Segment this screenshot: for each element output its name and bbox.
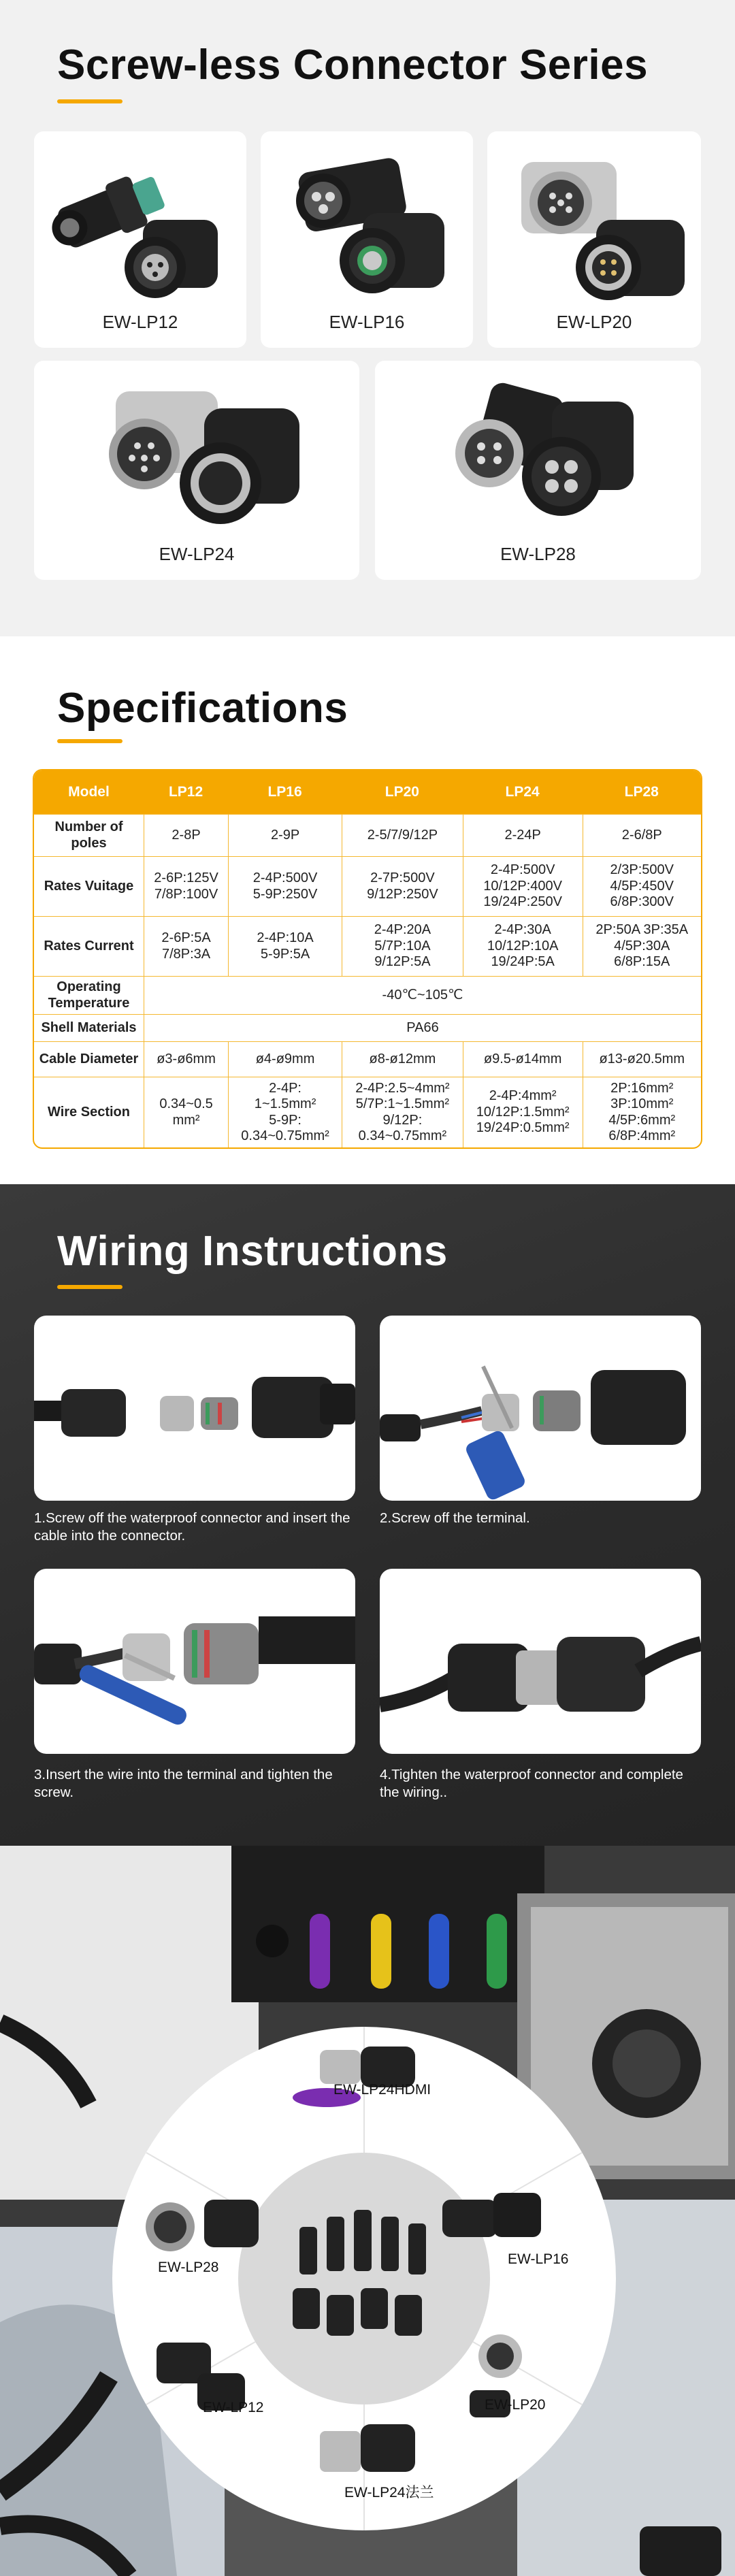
product-name: EW-LP24 bbox=[159, 544, 235, 564]
title-underline bbox=[57, 1285, 122, 1289]
product-name: EW-LP16 bbox=[329, 312, 405, 332]
collage-label-lp24-flange: EW-LP24法兰 bbox=[344, 2485, 434, 2500]
wiring-step-text-4: 4.Tighten the waterproof connector and complete the wiring.. bbox=[380, 1767, 683, 1800]
header-cell: LP24 bbox=[463, 770, 583, 814]
spec-row-label: Rates Vuitage bbox=[34, 856, 144, 916]
spec-table bbox=[33, 769, 702, 1149]
spec-cell: 2-7P:500V 9/12P:250V bbox=[342, 856, 463, 916]
spec-row bbox=[34, 814, 701, 856]
spec-cell: ø4-ø9mm bbox=[228, 1041, 342, 1077]
spec-row bbox=[34, 916, 701, 976]
wiring-step-image-4 bbox=[380, 1569, 701, 1754]
collage-label-lp12: EW-LP12 bbox=[203, 2400, 264, 2415]
spec-cell: 2-8P bbox=[144, 814, 228, 856]
application-collage bbox=[0, 1846, 735, 2576]
spec-header-row bbox=[34, 770, 701, 814]
spec-row-label: Wire Section bbox=[34, 1077, 144, 1147]
header-cell: LP20 bbox=[342, 770, 463, 814]
collage-label-lp20: EW-LP20 bbox=[485, 2397, 546, 2413]
spec-row bbox=[34, 976, 701, 1014]
spec-row bbox=[34, 1077, 701, 1147]
title-underline bbox=[57, 739, 122, 743]
product-card-lp12[interactable] bbox=[34, 131, 246, 348]
header-cell: Model bbox=[34, 770, 144, 814]
spec-cell: PA66 bbox=[144, 1014, 701, 1041]
header-cell: LP12 bbox=[144, 770, 228, 814]
spec-body bbox=[34, 814, 701, 1147]
wiring-step-text-1: 1.Screw off the waterproof connector and insert the cable into the connector. bbox=[34, 1510, 350, 1544]
wiring-step-image-3 bbox=[34, 1569, 355, 1754]
wiring-step-text-3: 3.Insert the wire into the terminal and tighten the screw. bbox=[34, 1767, 333, 1800]
collage-label-lp28: EW-LP28 bbox=[158, 2260, 219, 2275]
spec-cell: 2P:50A 3P:35A 4/5P:30A 6/8P:15A bbox=[583, 916, 701, 976]
products-section bbox=[0, 0, 735, 636]
spec-row-label: Cable Diameter bbox=[34, 1041, 144, 1077]
wiring-step-image-1 bbox=[34, 1316, 355, 1501]
spec-cell: 0.34~0.5 mm² bbox=[144, 1077, 228, 1147]
title-underline bbox=[57, 99, 122, 103]
spec-cell: 2-4P: 1~1.5mm² 5-9P: 0.34~0.75mm² bbox=[228, 1077, 342, 1147]
wiring-section bbox=[0, 1184, 735, 1846]
spec-row-label: Shell Materials bbox=[34, 1014, 144, 1041]
product-card-lp28[interactable] bbox=[375, 361, 701, 580]
spec-cell: 2-4P:20A 5/7P:10A 9/12P:5A bbox=[342, 916, 463, 976]
product-name: EW-LP28 bbox=[500, 544, 576, 564]
product-name: EW-LP12 bbox=[102, 312, 178, 332]
spec-cell: 2-5/7/9/12P bbox=[342, 814, 463, 856]
spec-row-label: Rates Current bbox=[34, 916, 144, 976]
header-cell: LP16 bbox=[228, 770, 342, 814]
spec-cell: 2-6P:5A 7/8P:3A bbox=[144, 916, 228, 976]
products-title: Screw-less Connector Series bbox=[57, 42, 649, 88]
spec-row-label: Number of poles bbox=[34, 814, 144, 856]
header-cell: LP28 bbox=[583, 770, 701, 814]
spec-cell: 2-4P:500V 5-9P:250V bbox=[228, 856, 342, 916]
collage-background bbox=[0, 1846, 735, 2576]
spec-row bbox=[34, 1041, 701, 1077]
specifications-section bbox=[0, 636, 735, 1184]
spec-cell: 2-4P:30A 10/12P:10A 19/24P:5A bbox=[463, 916, 583, 976]
spec-cell: 2-24P bbox=[463, 814, 583, 856]
spec-cell: 2-4P:500V 10/12P:400V 19/24P:250V bbox=[463, 856, 583, 916]
spec-cell: ø3-ø6mm bbox=[144, 1041, 228, 1077]
spec-row-label: Operating Temperature bbox=[34, 976, 144, 1014]
spec-cell: ø8-ø12mm bbox=[342, 1041, 463, 1077]
spec-row bbox=[34, 856, 701, 916]
spec-cell: 2-6/8P bbox=[583, 814, 701, 856]
spec-cell: ø13-ø20.5mm bbox=[583, 1041, 701, 1077]
spec-cell: 2-9P bbox=[228, 814, 342, 856]
product-name: EW-LP20 bbox=[556, 312, 632, 332]
spec-cell: 2/3P:500V 4/5P:450V 6/8P:300V bbox=[583, 856, 701, 916]
spec-cell: 2P:16mm² 3P:10mm² 4/5P:6mm² 6/8P:4mm² bbox=[583, 1077, 701, 1147]
spec-cell: ø9.5-ø14mm bbox=[463, 1041, 583, 1077]
product-card-lp20[interactable] bbox=[487, 131, 701, 348]
collage-label-lp16: EW-LP16 bbox=[508, 2251, 569, 2267]
wiring-title: Wiring Instructions bbox=[57, 1228, 448, 1275]
collage-label-lp24hdmi: EW-LP24HDMI bbox=[333, 2082, 431, 2098]
spec-row bbox=[34, 1014, 701, 1041]
spec-cell: 2-4P:4mm² 10/12P:1.5mm² 19/24P:0.5mm² bbox=[463, 1077, 583, 1147]
spec-cell: 2-4P:10A 5-9P:5A bbox=[228, 916, 342, 976]
wiring-step-text-2: 2.Screw off the terminal. bbox=[380, 1510, 530, 1526]
spec-cell: 2-6P:125V 7/8P:100V bbox=[144, 856, 228, 916]
spec-cell: 2-4P:2.5~4mm² 5/7P:1~1.5mm² 9/12P: 0.34~0.75mm² bbox=[342, 1077, 463, 1147]
specs-title: Specifications bbox=[57, 685, 348, 732]
spec-cell: -40℃~105℃ bbox=[144, 976, 701, 1014]
product-card-lp16[interactable] bbox=[261, 131, 473, 348]
product-card-lp24[interactable] bbox=[34, 361, 359, 580]
wiring-step-image-2 bbox=[380, 1316, 701, 1501]
